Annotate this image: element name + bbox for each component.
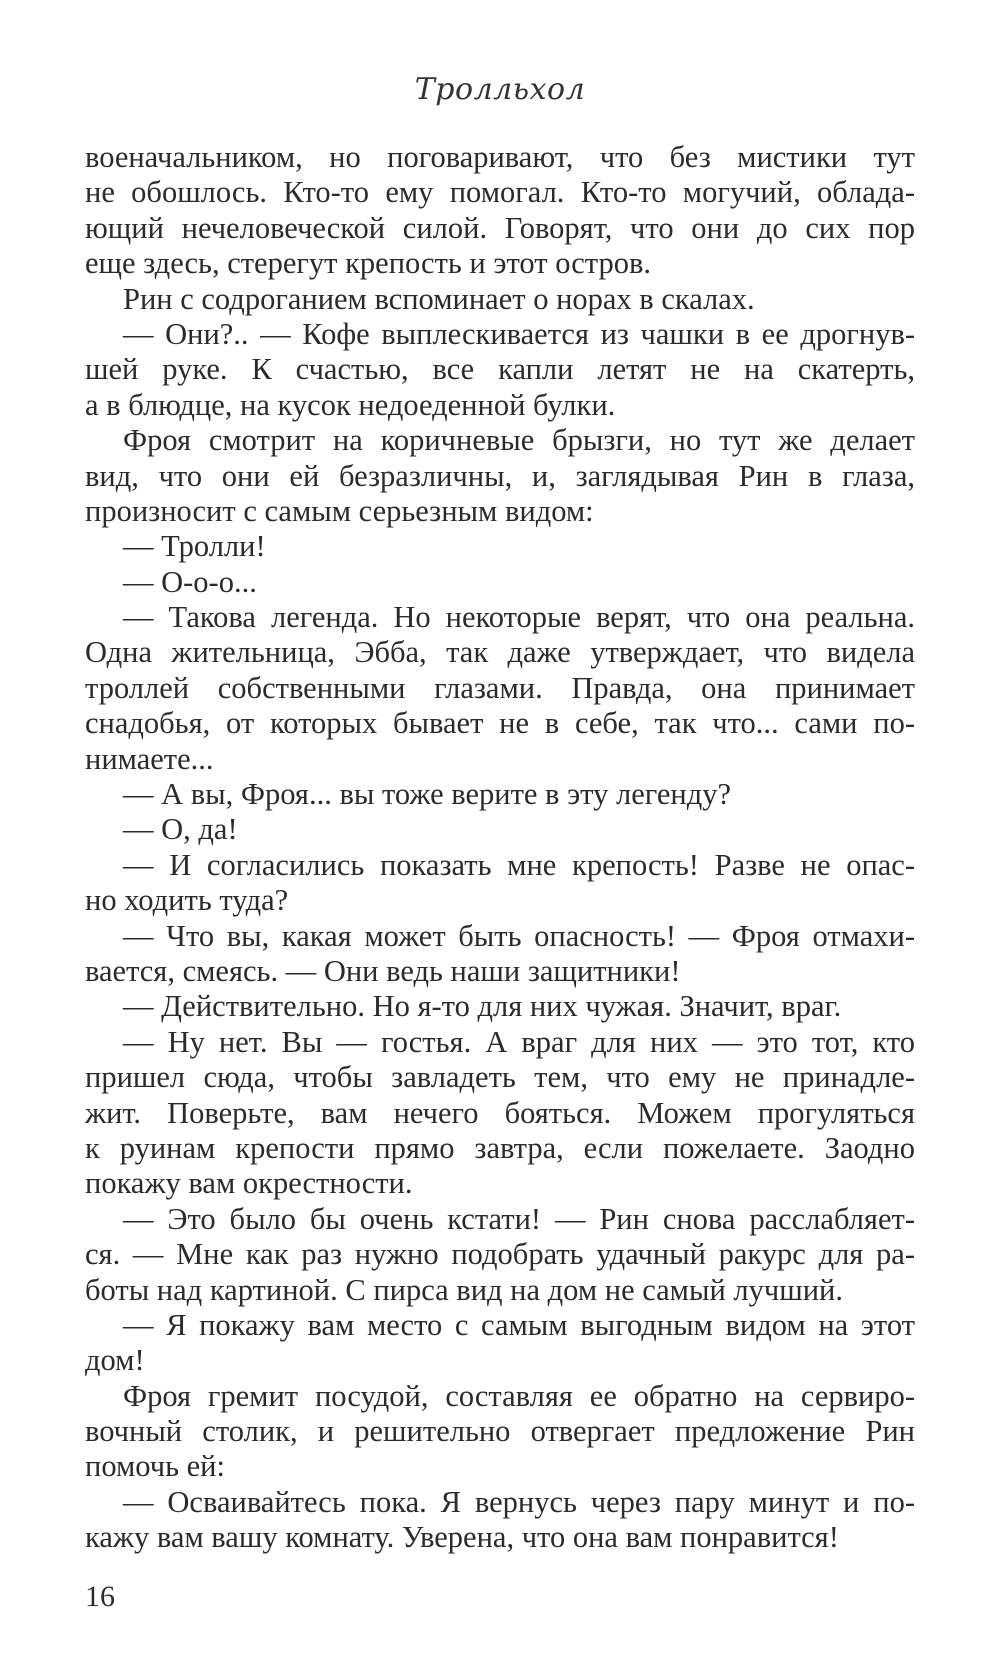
text-line: — Что вы, какая может быть опасность! — Фроя отмахи- [123,918,915,953]
text-line: — Такова легенда. Но некоторые верят, что она реальна. [123,600,915,635]
text-line: ющий нечеловеческой силой. Говорят, что они до сих пор [85,210,915,245]
text-line: ся. — Мне как раз нужно подобрать удачный ракурс для ра- [85,1237,915,1272]
text-line: Фроя гремит посудой, составляя ее обратно на сервиро- [123,1378,915,1413]
text-line: кажу вам вашу комнату. Уверена, что она вам понравится! [85,1520,839,1555]
text-line: шей руке. К счастью, все капли летят не на скатерть, [85,352,915,387]
text-line: а в блюдце, на кусок недоеденной булки. [85,387,616,422]
text-line: Фроя смотрит на коричневые брызги, но тут же делает [123,423,915,458]
text-line: не обошлось. Кто-то ему помогал. Кто-то могучий, облада- [85,175,915,210]
text-line: — А вы, Фроя... вы тоже верите в эту легенду? [123,777,732,812]
text-line: — И согласились показать мне крепость! Разве не опас- [123,847,915,882]
text-line: но ходить туда? [85,883,289,918]
running-title: Тролльхол [414,72,586,107]
text-line: Одна жительница, Эбба, так даже утверждает, что видела [85,635,915,670]
page-number: 16 [85,1580,115,1613]
text-line: военачальником, но поговаривают, что без мистики тут [85,140,915,174]
text-line: — Я покажу вам место с самым выгодным видом на этот [123,1307,915,1342]
text-line: вочный столик, и решительно отвергает предложение Рин [85,1414,915,1449]
text-line: боты над картиной. С пирса вид на дом не самый лучший. [85,1272,843,1307]
text-line: жит. Поверьте, вам нечего бояться. Можем прогуляться [85,1095,915,1130]
text-line: — Ну нет. Вы — гостья. А враг для них — это тот, кто [123,1024,915,1059]
text-line: Рин с содроганием вспоминает о норах в скалах. [123,281,755,316]
text-line: пришел сюда, чтобы завладеть тем, что ему не принадле- [85,1060,915,1095]
text-line: троллей собственными глазами. Правда, она принимает [85,670,915,705]
text-line: произносит с самым серьезным видом: [85,493,594,528]
text-line: — Осваивайтесь пока. Я вернусь через пару минут и по- [123,1484,915,1519]
text-line: снадобья, от которых бывает не в себе, так что... сами по- [85,706,915,741]
text-line: дом! [85,1343,145,1378]
text-line: вается, смеясь. — Они ведь наши защитники! [85,953,681,988]
text-line: нимаете... [85,741,214,776]
text-line: — Тролли! [123,529,266,564]
text-line: помочь ей: [85,1449,225,1484]
text-line: — О, да! [123,812,238,847]
text-line: — Действительно. Но я-то для них чужая. Значит, враг. [123,989,842,1024]
text-line: еще здесь, стерегут крепость и этот остров. [85,246,651,281]
body-text [85,140,915,1556]
text-line: — Это было бы очень кстати! — Рин снова расслабляет- [123,1201,915,1236]
text-line: — Они?.. — Кофе выплескивается из чашки в ее дрогнув- [123,316,915,351]
text-line: к руинам крепости прямо завтра, если пожелаете. Заодно [85,1130,915,1165]
text-line: — О-о-о... [123,564,257,599]
text-line: вид, что они ей безразличны, и, заглядывая Рин в глаза, [85,458,915,493]
text-line: покажу вам окрестности. [85,1166,413,1201]
